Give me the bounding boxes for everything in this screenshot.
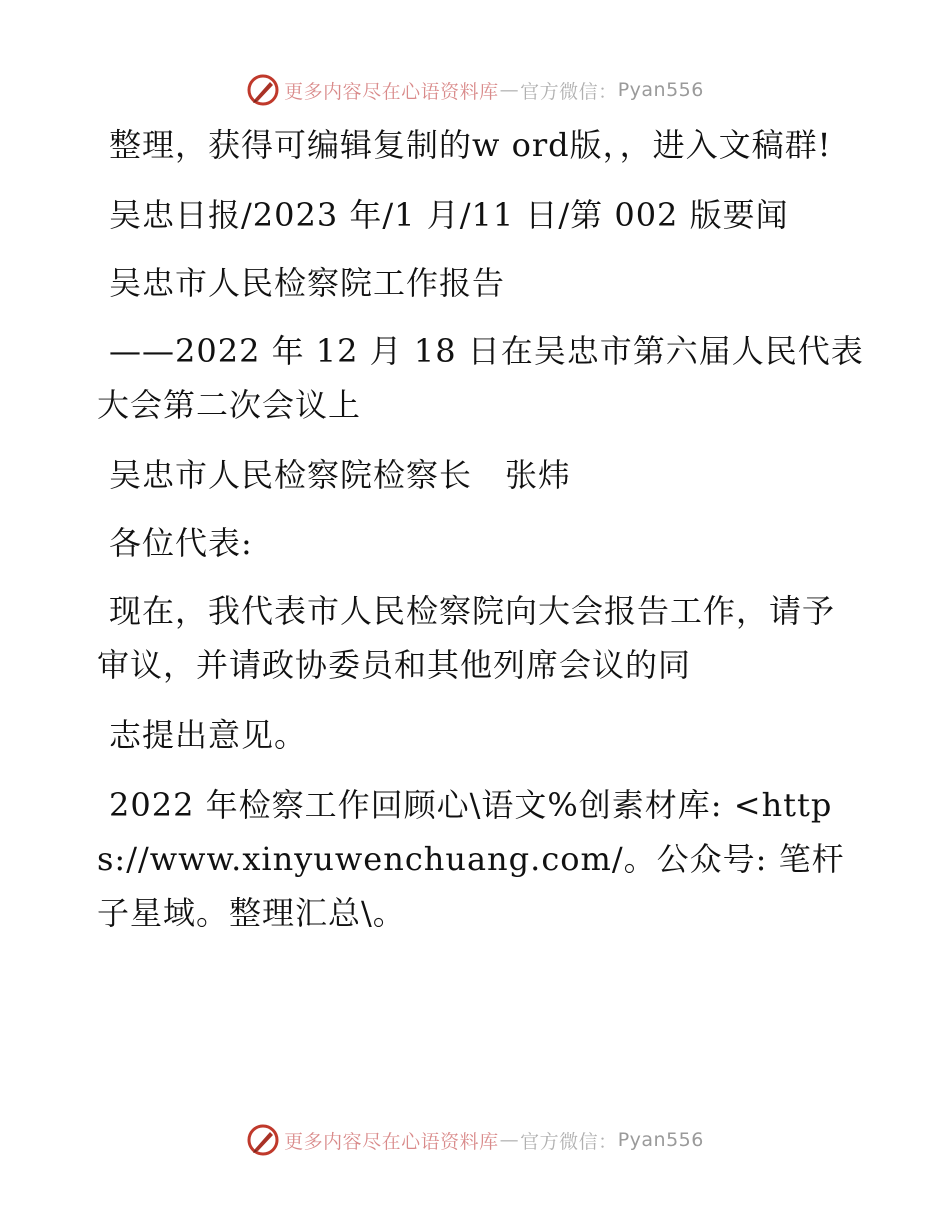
paragraph-intro-note: 整理，获得可编辑复制的w ord版，，进入文稿群! (109, 126, 832, 164)
watermark-text: 更多内容尽在心语资料库 (284, 1130, 499, 1153)
paragraph-source-line: 吴忠日报/2023 年/1 月/11 日/第 002 版要闻 (109, 196, 789, 234)
watermark-wechat-id: Pyan556 (617, 1129, 704, 1151)
paragraph-review-heading: 2022 年检察工作回顾心\语文%创素材库: <https://www.xinyuwenchuang.com/。公众号: 笔杆子星域。整理汇总\。 (97, 786, 845, 932)
watermark-label: 官方微信： (520, 1130, 618, 1153)
header-watermark (0, 72, 950, 108)
watermark-wechat-id: Pyan556 (617, 79, 704, 101)
watermark-separator: — (499, 79, 520, 101)
paragraph-author-line: 吴忠市人民检察院检察长 张炜 (109, 456, 572, 494)
paragraph-opening-continued: 志提出意见。 (109, 716, 308, 754)
paragraph-opening: 现在，我代表市人民检察院向大会报告工作，请予审议，并请政协委员和其他列席会议的同 (97, 592, 836, 684)
watermark-text: 更多内容尽在心语资料库 (284, 80, 499, 103)
quill-pen-circle-icon (246, 73, 280, 107)
watermark-separator: — (499, 1129, 520, 1151)
paragraph-salutation: 各位代表: (109, 524, 253, 562)
quill-pen-circle-icon (246, 1123, 280, 1157)
footer-watermark (0, 1122, 950, 1158)
watermark-label: 官方微信： (520, 80, 618, 103)
paragraph-report-title: 吴忠市人民检察院工作报告 (109, 264, 506, 302)
paragraph-report-subtitle: ——2022 年 12 月 18 日在吴忠市第六届人民代表大会第二次会议上 (97, 332, 864, 424)
document-body (97, 118, 867, 956)
